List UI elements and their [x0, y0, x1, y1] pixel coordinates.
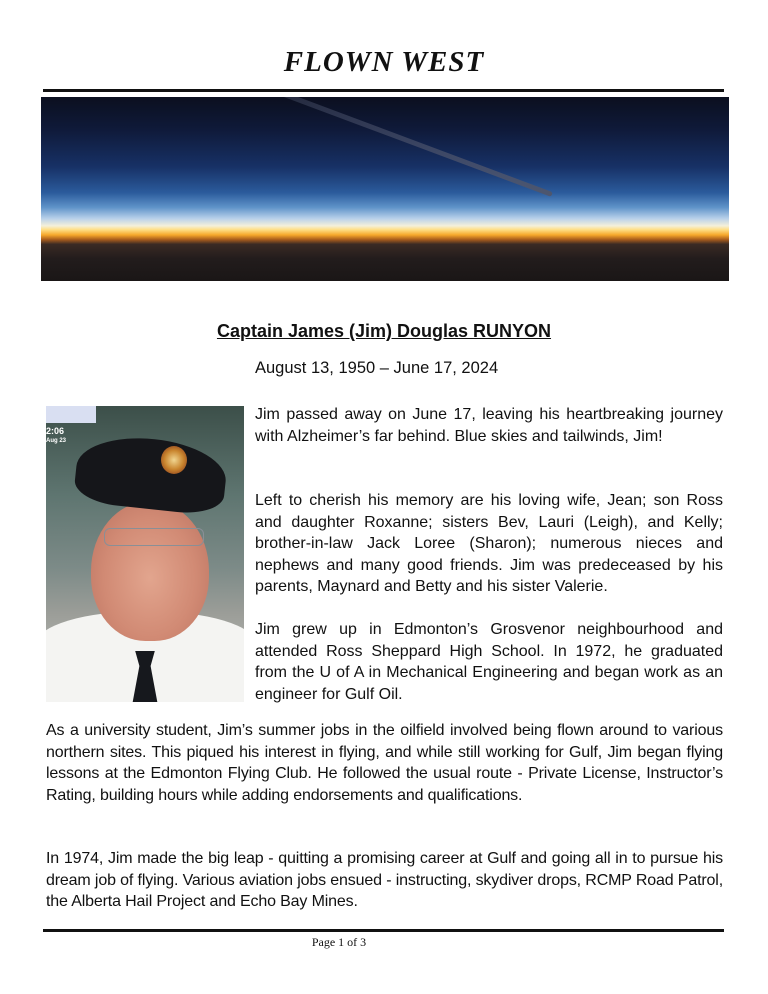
obituary-name: Captain James (Jim) Douglas RUNYON	[216, 321, 552, 341]
footer-divider	[43, 929, 724, 932]
cap-badge-icon	[161, 446, 187, 474]
obituary-paragraph: In 1974, Jim made the big leap - quitting a promising career at Gulf and going all in to pursue his dream job of flying. Various aviation jobs ensued - instructing, skydiver drops, RCMP Road Patrol, the Alberta Hail Project and Echo Bay Mines.	[46, 850, 723, 910]
photo-background-screen	[46, 406, 96, 423]
banner-image	[41, 97, 729, 281]
page-title: FLOWN WEST	[283, 46, 485, 78]
photo-pilot-cap	[73, 431, 229, 516]
obituary-paragraph: Jim grew up in Edmonton’s Grosvenor neighbourhood and attended Ross Sheppard High School. In 1972, he graduated from the U of A in Mechanical Engineering and began work as an engineer for Gulf Oil.	[255, 621, 723, 703]
obituary-paragraph: As a university student, Jim’s summer jobs in the oilfield involved being flown around to various northern sites. This piqued his interest in flying, and while still working for Gulf, Jim began flying lessons at the Edmonton Flying Club. He followed the usual route - Private License, Instructor’s Rating, building hours while adding endorsements and qualifications.	[46, 722, 723, 804]
page-number: Page 1 of 3	[311, 935, 367, 949]
obituary-dates: August 13, 1950 – June 17, 2024	[255, 359, 499, 377]
header-divider	[43, 89, 724, 92]
photo-clock-time: 2:06	[46, 426, 65, 436]
portrait-photo	[46, 406, 244, 702]
photo-clock-date: Aug 23	[46, 438, 67, 444]
contrail-graphic	[270, 97, 553, 197]
obituary-paragraph: Left to cherish his memory are his loving wife, Jean; son Ross and daughter Roxanne; sisters Bev, Lauri (Leigh), and Kelly; brother-in-law Jack Loree (Sharon); numerous nieces and nephews and many good friends. Jim was predeceased by his parents, Maynard and Betty and his sister Valerie.	[255, 492, 723, 595]
photo-face	[91, 501, 209, 641]
photo-clock-display	[46, 426, 66, 446]
photo-glasses	[104, 528, 204, 546]
obituary-paragraph: Jim passed away on June 17, leaving his heartbreaking journey with Alzheimer’s far behind. Blue skies and tailwinds, Jim!	[255, 406, 723, 445]
